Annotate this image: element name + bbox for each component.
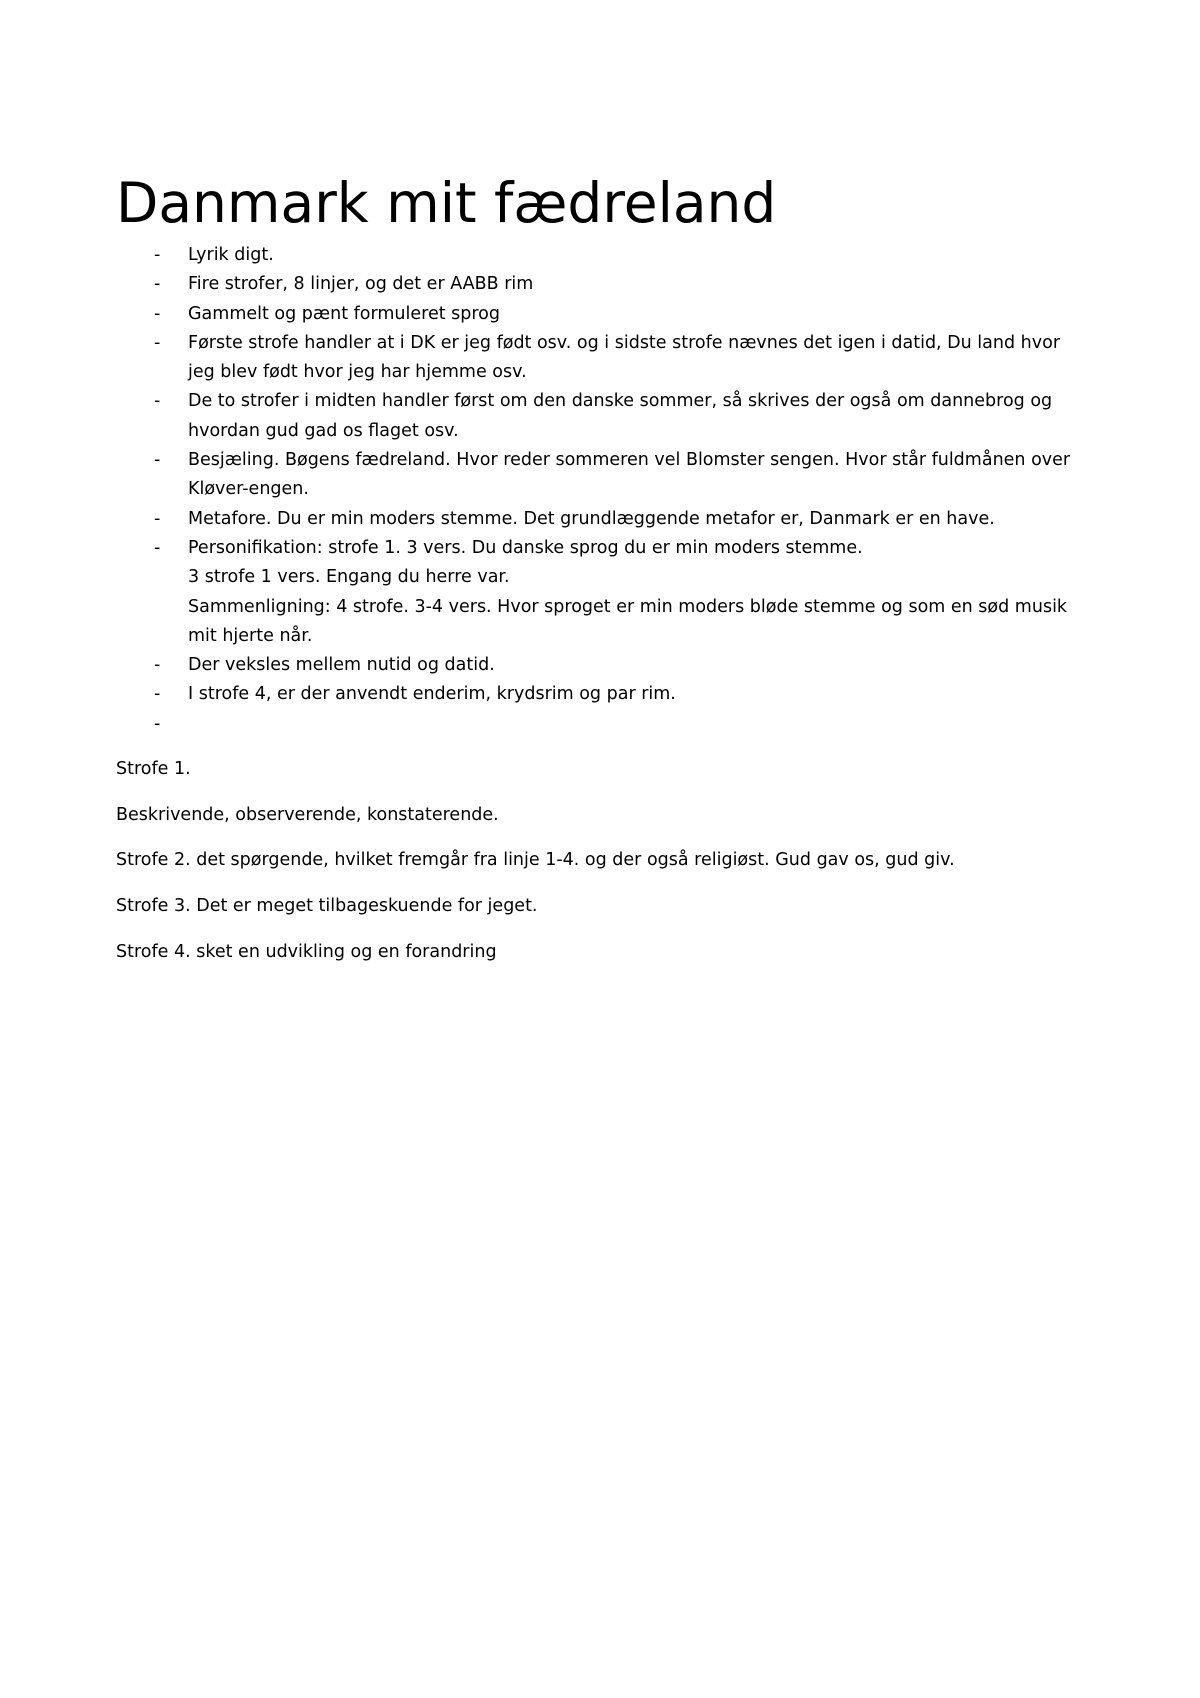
bullet-line: Første strofe handler at i DK er jeg født osv. og i sidste strofe nævnes det igen i datid, Du land hvor: [188, 332, 1061, 353]
bullet-item: [0, 329, 1200, 388]
bullet-line: Sammenligning: 4 strofe. 3-4 vers. Hvor sproget er min moders bløde stemme og som en sød musik: [188, 596, 1068, 617]
paragraph-descriptive: Beskrivende, observerende, konstaterende.: [116, 805, 499, 825]
bullet-line: 3 strofe 1 vers. Engang du herre var.: [188, 567, 510, 588]
paragraph-strofe-3: Strofe 3. Det er meget tilbageskuende for jeget.: [116, 896, 538, 916]
bullet-line: Kløver-engen.: [188, 479, 309, 500]
bullet-item: [0, 270, 1200, 299]
bullet-line: Besjæling. Bøgens fædreland. Hvor reder sommeren vel Blomster sengen. Hvor står fuldmånen over: [188, 450, 1071, 471]
bullet-dash: -: [154, 537, 161, 558]
bullet-item: [0, 505, 1200, 534]
bullet-text: [188, 329, 1108, 388]
paragraph-strofe-1: Strofe 1.: [116, 759, 191, 779]
bullet-line: Lyrik digt.: [188, 245, 274, 265]
bullet-text: [188, 387, 1108, 446]
bullet-line: I strofe 4, er der anvendt enderim, krydsrim og par rim.: [188, 684, 676, 705]
bullet-item: [0, 680, 1200, 709]
bullet-line: mit hjerte når.: [188, 625, 313, 646]
bullet-dash: -: [154, 303, 161, 324]
bullet-item: [0, 241, 1200, 270]
bullet-line: Personifikation: strofe 1. 3 vers. Du danske sprog du er min moders stemme.: [188, 537, 863, 558]
bullet-text: [188, 270, 1108, 299]
bullet-line: Gammelt og pænt formuleret sprog: [188, 303, 500, 324]
bullet-text: [188, 241, 1108, 270]
bullet-dash: -: [154, 391, 161, 412]
bullet-line: hvordan gud gad os flaget osv.: [188, 420, 459, 441]
bullet-line: [188, 710, 1108, 739]
document-title: Danmark mit fædreland: [116, 171, 777, 235]
bullet-item: [0, 300, 1200, 329]
bullet-line: jeg blev født hvor jeg har hjemme osv.: [188, 362, 527, 383]
bullet-text: [188, 534, 1108, 651]
bullet-line: De to strofer i midten handler først om den danske sommer, så skrives der også om dannebrog og: [188, 391, 1053, 412]
bullet-dash: -: [154, 684, 161, 705]
bullet-line: Fire strofer, 8 linjer, og det er AABB rim: [188, 274, 534, 295]
bullet-item: [0, 387, 1200, 446]
bullet-text: [188, 680, 1108, 709]
bullet-text: [188, 446, 1108, 505]
paragraph-strofe-4: Strofe 4. sket en udvikling og en forandring: [116, 942, 497, 962]
bullet-dash: -: [154, 332, 161, 353]
bullet-line: Metafore. Du er min moders stemme. Det grundlæggende metafor er, Danmark er en have.: [188, 508, 995, 529]
bullet-text: [188, 300, 1108, 329]
bullet-item: [0, 651, 1200, 680]
bullet-item: [0, 446, 1200, 505]
bullet-dash: -: [154, 713, 161, 734]
bullet-dash: -: [154, 245, 161, 265]
paragraph-strofe-2: Strofe 2. det spørgende, hvilket fremgår fra linje 1-4. og der også religiøst. Gud gav os, gud giv.: [116, 850, 955, 870]
bullet-text: [188, 710, 1108, 739]
bullet-dash: -: [154, 655, 161, 676]
bullet-item-empty: [0, 710, 1200, 739]
bullet-text: [188, 651, 1108, 680]
bullet-text: [188, 505, 1108, 534]
bullet-dash: -: [154, 274, 161, 295]
bullet-dash: -: [154, 508, 161, 529]
bullet-item: [0, 534, 1200, 651]
bullet-dash: -: [154, 450, 161, 471]
bullet-list: [0, 241, 1200, 739]
bullet-line: Der veksles mellem nutid og datid.: [188, 655, 495, 676]
